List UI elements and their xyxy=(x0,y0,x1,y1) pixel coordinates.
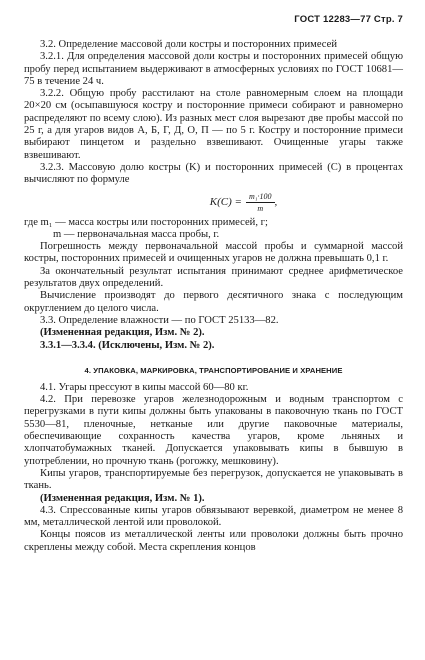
definition-m1: где m₁ — масса костры или посторонних примесей, г; xyxy=(24,216,268,228)
section-3-3: 3.3. Определение влажности — по ГОСТ 25133—82. xyxy=(40,314,279,326)
amendment-note-2: 3.3.1—3.3.4. (Исключены, Изм. № 2). xyxy=(40,339,215,351)
formula-tail: , xyxy=(274,196,278,209)
formula-fraction xyxy=(246,192,275,213)
section-4-heading: 4. УПАКОВКА, МАРКИРОВКА, ТРАНСПОРТИРОВАНИЕ И ХРАНЕНИЕ xyxy=(84,365,343,375)
paragraph-4-2: 4.2. При перевозке угаров железнодорожным и водным транспортом с перегрузками в пути кипы должны быть упакованы в паковочную ткань по ГОСТ 5530—81, пленочные, нетканые или другие паковочные материалы, обеспечивающие сохранность качества угаров, кроме льняных и хлопчатобумажных тканей. Допускается упаковывать кипы в бывшую в употреблении, но прочную ткань (рогожку, мешковину). xyxy=(24,394,403,467)
paragraph-bales: Кипы угаров, транспортируемые без перегрузок, допускается не упаковывать в ткань. xyxy=(24,467,403,492)
definition-m: m — первоначальная масса пробы, г. xyxy=(53,228,220,240)
paragraph-result: За окончательный результат испытания принимают среднее арифметическое результатов двух определений. xyxy=(24,265,403,290)
page-header: ГОСТ 12283—77 Стр. 7 xyxy=(294,14,403,25)
paragraph-4-1: 4.1. Угары прессуют в кипы массой 60—80 кг. xyxy=(40,381,249,393)
formula xyxy=(84,192,403,213)
formula-lhs: K(C) = xyxy=(209,196,242,209)
paragraph-3-2-1: 3.2.1. Для определения массовой доли костры и посторонних примесей общую пробу перед испытанием выдерживают в атмосферных условиях по ГОСТ 10681—75 в течение 24 ч. xyxy=(24,51,403,87)
formula-definitions xyxy=(24,217,403,242)
section-3-2-title: 3.2. Определение массовой доли костры и посторонних примесей xyxy=(40,39,338,50)
paragraph-3-2-2: 3.2.2. Общую пробу расстилают на столе равномерным слоем на площади 20×20 см (осыпавшуюся костру и посторонние примеси собирают и равномерно распределяют по всему слою). Из разных мест слоя вырезают две пробы массой по 25 г, а для угаров видов А, Б, Г, Д, О, П — по 5 г. Костру и посторонние примеси выбирают пинцетом и раздельно взвешивают. Очищенные угары также взвешивают. xyxy=(24,88,403,161)
paragraph-calculation: Вычисление производят до первого десятичного знака с последующим округлением до целого числа. xyxy=(24,290,403,314)
formula-numerator: m₁·100 xyxy=(246,192,275,203)
paragraph-error: Погрешность между первоначальной массой пробы и суммарной массой костры, посторонних примесей и очищенных угаров не должна превышать 0,1 г. xyxy=(24,241,403,265)
amendment-note-1: (Измененная редакция, Изм. № 2). xyxy=(40,327,205,339)
paragraph-4-3: 4.3. Спрессованные кипы угаров обвязывают веревкой, диаметром не менее 8 мм, металлической лентой или проволокой. xyxy=(24,504,403,529)
amendment-note-3: (Измененная редакция, Изм. № 1). xyxy=(40,492,205,504)
paragraph-3-2-3: 3.2.3. Массовую долю костры (K) и посторонних примесей (C) в процентах вычисляют по формуле xyxy=(24,161,403,186)
formula-denominator: m xyxy=(257,203,264,213)
paragraph-belts: Концы поясов из металлической ленты или проволоки должны быть прочно скреплены между собой. Места скрепления концов xyxy=(24,529,403,553)
